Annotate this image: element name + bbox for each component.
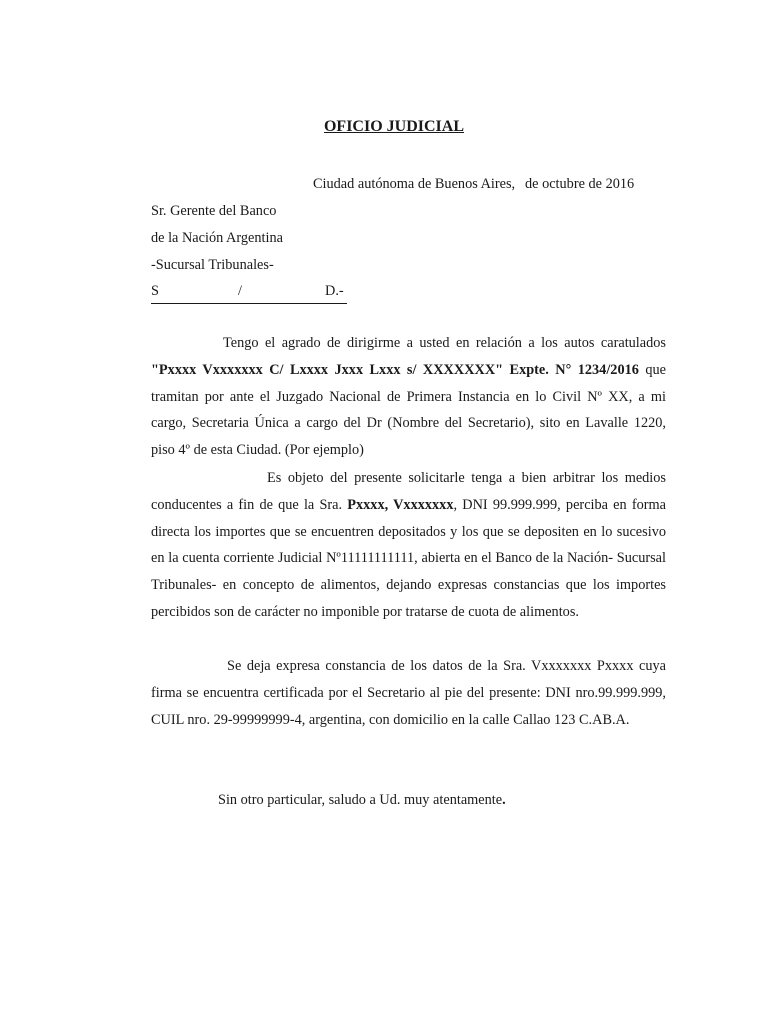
salutation-sd bbox=[151, 283, 347, 304]
sd-slash: / bbox=[238, 283, 242, 299]
paragraph-1-rest: que tramitan por ante el Juzgado Nacional de Primera Instancia en lo Civil Nº XX, a mi cargo, Secretaria Única a cargo del Dr (Nombre del Secretario), sito en Lavalle 1220, piso 4º de esta Ciudad. (Por ejemplo) bbox=[151, 361, 666, 459]
closing-text: Sin otro particular, saludo a Ud. muy atentamente bbox=[218, 792, 503, 808]
date-month: de octubre de 2016 bbox=[525, 176, 635, 192]
paragraph-1 bbox=[151, 330, 666, 464]
closing-line bbox=[218, 792, 506, 809]
sd-s: S bbox=[151, 283, 159, 299]
addressee-line-3: -Sucursal Tribunales- bbox=[151, 257, 274, 273]
paragraph-3 bbox=[151, 653, 666, 733]
date-city: Ciudad autónoma de Buenos Aires, bbox=[313, 176, 516, 192]
closing-period: . bbox=[502, 792, 506, 808]
addressee-line-1: Sr. Gerente del Banco bbox=[151, 203, 277, 219]
sd-d: D.- bbox=[325, 283, 344, 299]
paragraph-3-text: Se deja expresa constancia de los datos de la Sra. Vxxxxxxx Pxxxx cuya firma se encuentra certificada por el Secretario al pie del presente: DNI nro.99.999.999, CUIL nro. 29-99999999-4, argentina, con domicilio en la calle Callao 123 C.AB.A. bbox=[151, 658, 666, 728]
beneficiary-name: Pxxxx, Vxxxxxxx bbox=[347, 496, 454, 513]
paragraph-2-after: , DNI 99.999.999, perciba en forma directa los importes que se encuentren depositados y los que se depositen en lo sucesivo en la cuenta corriente Judicial Nº11111111111, abierta en el Banco de la Nación- Sucursal Tribunales- en concepto de alimentos, dejando expresas constancias que los importes percibidos son de carácter no imponible por tratarse de cuota de alimentos. bbox=[151, 496, 667, 620]
paragraph-1-intro: Tengo el agrado de dirigirme a usted en relación a los autos caratulados bbox=[223, 335, 666, 351]
addressee-line-2: de la Nación Argentina bbox=[151, 230, 283, 246]
paragraph-2 bbox=[151, 465, 666, 626]
case-title: "Pxxxx Vxxxxxxx C/ Lxxxx Jxxx Lxxx s/ XXXXXXX" Expte. N° 1234/2016 bbox=[151, 361, 639, 378]
paragraph-2-before: Es objeto del presente solicitarle tenga a bien arbitrar los medios conducentes a fin de que la Sra. bbox=[151, 470, 666, 513]
document-title: OFICIO JUDICIAL bbox=[323, 118, 464, 135]
